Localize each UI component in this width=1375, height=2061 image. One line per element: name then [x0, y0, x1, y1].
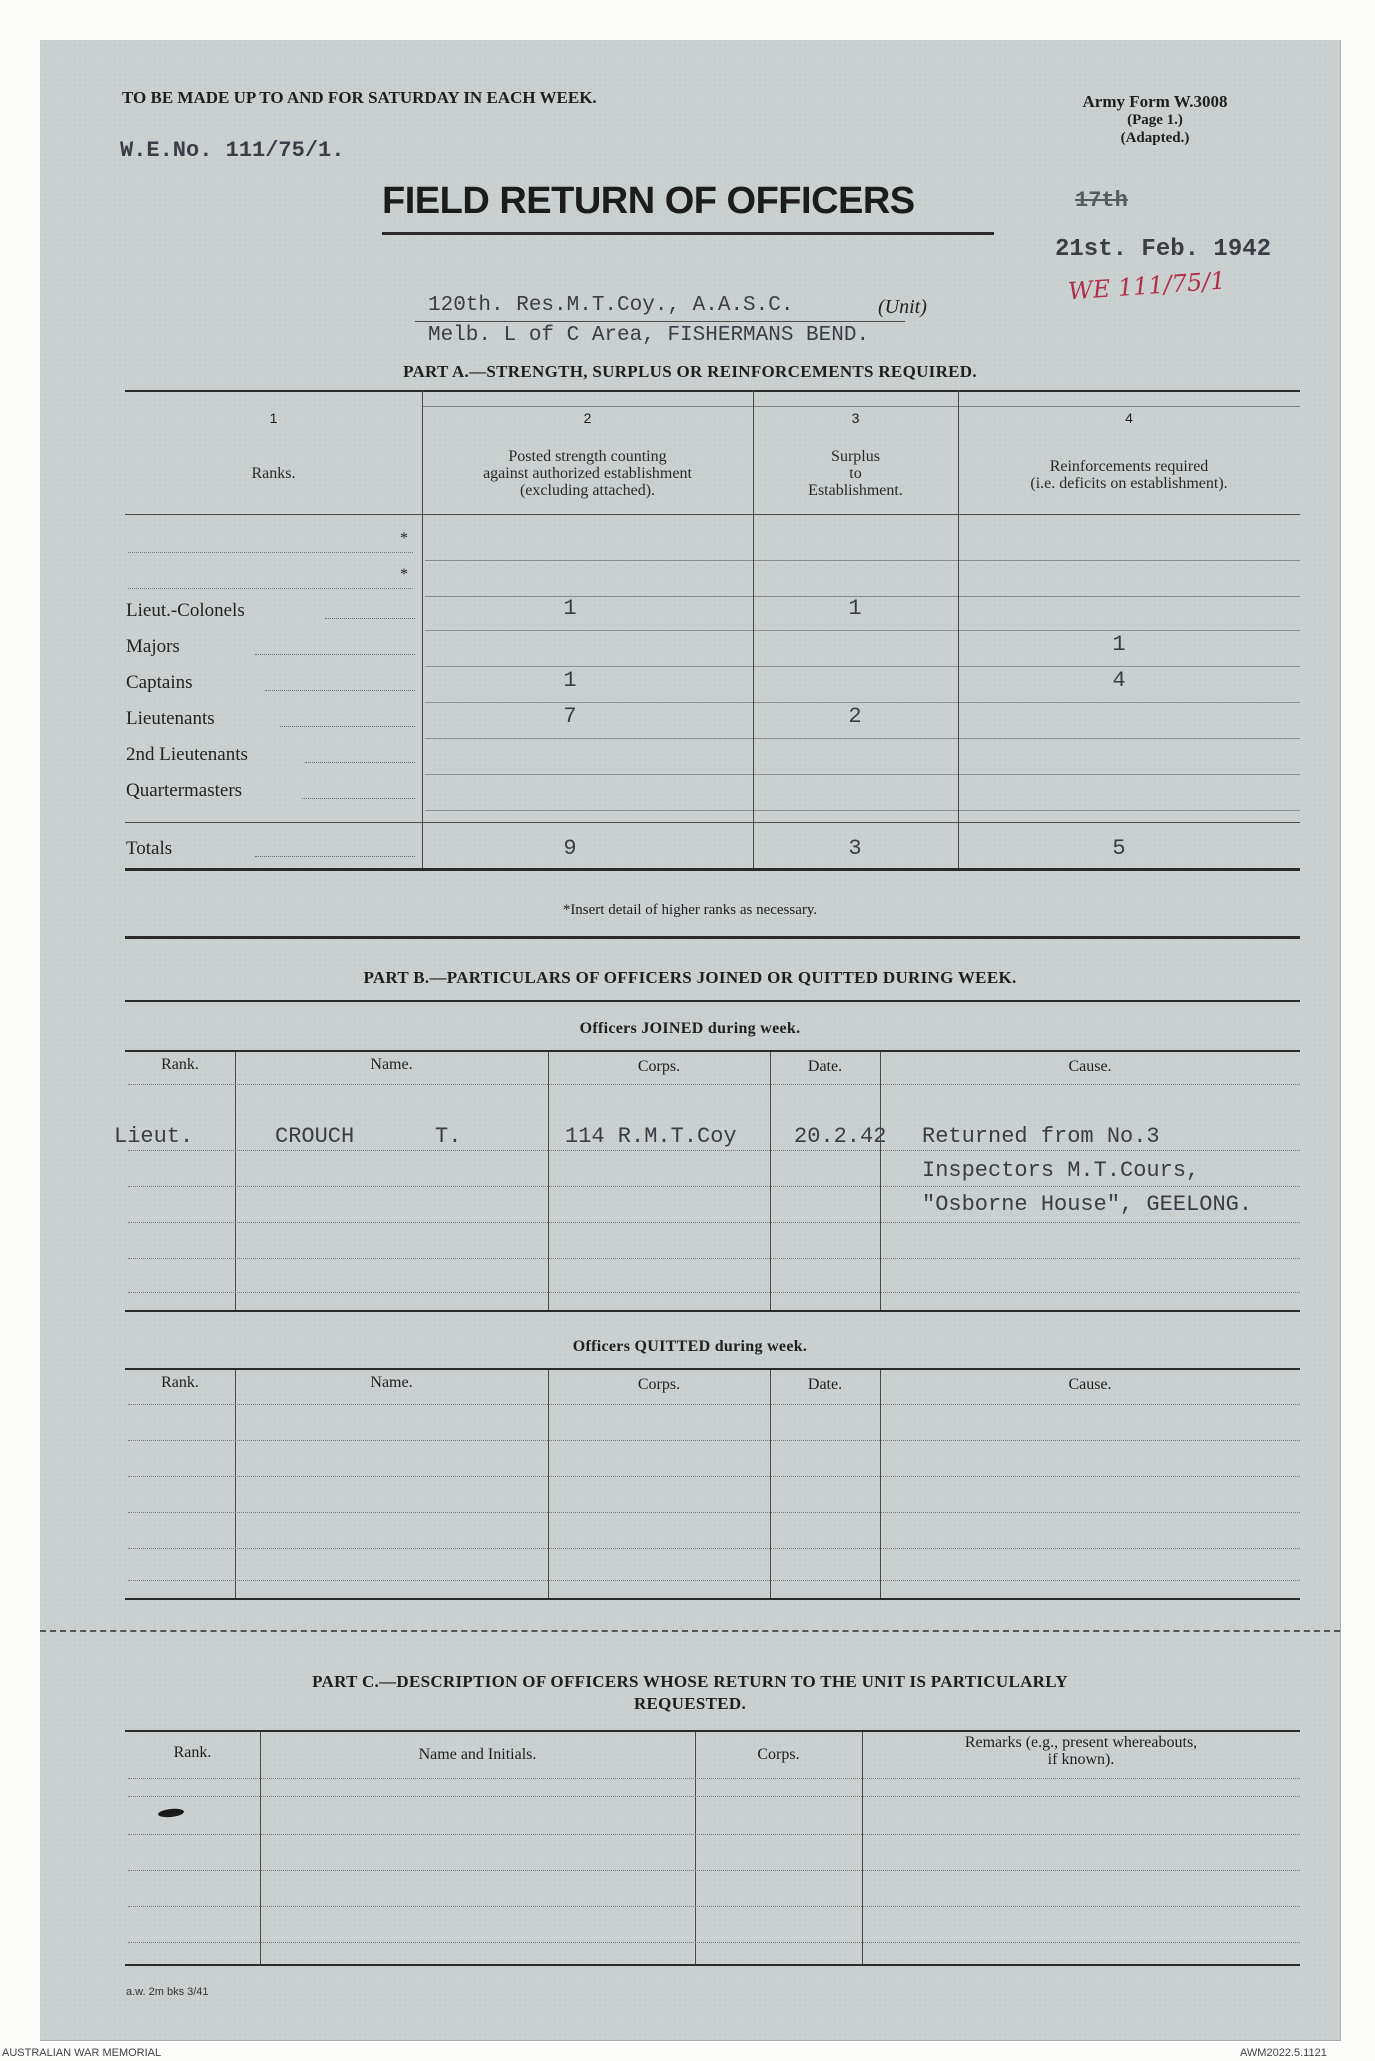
we-number: W.E.No. 111/75/1. — [120, 138, 345, 163]
rank-label-lieutenants: Lieutenants — [126, 708, 215, 729]
handwritten-reference: WE 111/75/1 — [1067, 266, 1227, 306]
rank-label-captains: Captains — [126, 672, 193, 693]
struck-date: 17th — [1075, 188, 1128, 213]
surplus-value: 1 — [848, 596, 862, 621]
asterisk: * — [400, 566, 408, 583]
unit-label: (Unit) — [878, 296, 927, 318]
rank-label-majors: Majors — [126, 636, 180, 657]
ink-blot — [158, 1808, 185, 1819]
archive-credit: AUSTRALIAN WAR MEMORIAL — [2, 2047, 162, 2059]
joined-date: 20.2.42 — [794, 1124, 887, 1149]
col-name: Name. — [370, 1374, 413, 1391]
header-surplus: Surplus to Establishment. — [808, 448, 903, 499]
col-name: Name. — [370, 1056, 413, 1073]
col-number: 4 — [1125, 410, 1133, 426]
part-a-title: PART A.—STRENGTH, SURPLUS OR REINFORCEMENTS REQUIRED. — [403, 362, 977, 381]
print-code: a.w. 2m bks 3/41 — [126, 1986, 209, 1998]
col-cause: Cause. — [1068, 1376, 1112, 1393]
top-notice: TO BE MADE UP TO AND FOR SATURDAY IN EACH WEEK. — [122, 88, 597, 107]
total-reinforcements: 5 — [1112, 836, 1126, 861]
form-sheet — [40, 40, 1341, 2041]
joined-rank: Lieut. — [114, 1124, 194, 1149]
part-c-title-line1: PART C.—DESCRIPTION OF OFFICERS WHOSE RETURN TO THE UNIT IS PARTICULARLY — [312, 1672, 1068, 1691]
return-date: 21st. Feb. 1942 — [1055, 236, 1272, 263]
col-corps: Corps. — [637, 1058, 681, 1075]
form-adapted: (Adapted.) — [1120, 130, 1190, 146]
rank-label-2nd-lieutenants: 2nd Lieutenants — [126, 744, 248, 765]
joined-cause-line1: Returned from No.3 — [922, 1124, 1160, 1149]
reinforcements-value: 1 — [1112, 632, 1126, 657]
totals-label: Totals — [126, 838, 173, 859]
surplus-value: 2 — [848, 704, 862, 729]
header-bottom-rule — [125, 514, 1300, 515]
unit-location: Melb. L of C Area, FISHERMANS BEND. — [428, 324, 870, 347]
header-ranks: Ranks. — [251, 465, 296, 482]
col-cause: Cause. — [1068, 1058, 1112, 1075]
part-a-bottom-rule — [125, 868, 1300, 871]
joined-name: CROUCH — [275, 1124, 355, 1149]
part-a-top-rule — [125, 390, 1300, 392]
main-title: FIELD RETURN OF OFFICERS — [382, 180, 915, 222]
unit-name: 120th. Res.M.T.Coy., A.A.S.C. — [428, 294, 794, 317]
rank-label-quartermasters: Quartermasters — [126, 780, 243, 801]
posted-value: 7 — [563, 704, 577, 729]
total-posted: 9 — [563, 836, 577, 861]
col-corps: Corps. — [757, 1746, 800, 1763]
header-reinforcements: Reinforcements required (i.e. deficits on establishment). — [1030, 458, 1228, 492]
col-number: 1 — [269, 410, 278, 426]
form-number: Army Form W.3008 — [1082, 92, 1228, 111]
col-number: 2 — [583, 410, 592, 426]
posted-value: 1 — [563, 668, 577, 693]
col-rank: Rank. — [161, 1056, 199, 1073]
col-rank: Rank. — [173, 1744, 212, 1761]
joined-title: Officers JOINED during week. — [579, 1020, 801, 1037]
col-number: 3 — [851, 410, 860, 426]
form-page: (Page 1.) — [1127, 112, 1183, 128]
col-remarks: Remarks (e.g., present whereabouts, if known). — [964, 1734, 1198, 1768]
unit-underline — [415, 321, 905, 322]
part-c-title-line2: REQUESTED. — [633, 1694, 747, 1713]
col-date: Date. — [807, 1058, 843, 1075]
col-name-initials: Name and Initials. — [418, 1746, 537, 1763]
col-rank: Rank. — [161, 1374, 199, 1391]
part-b-title: PART B.—PARTICULARS OF OFFICERS JOINED OR QUITTED DURING WEEK. — [363, 968, 1017, 987]
col-date: Date. — [807, 1376, 843, 1393]
footnote: *Insert detail of higher ranks as necessary. — [562, 902, 818, 918]
posted-value: 1 — [563, 596, 577, 621]
joined-corps: 114 R.M.T.Coy — [565, 1124, 737, 1149]
perforation-line — [40, 1630, 1340, 1632]
joined-cause-line3: "Osborne House", GEELONG. — [922, 1192, 1253, 1217]
reinforcements-value: 4 — [1112, 668, 1126, 693]
total-surplus: 3 — [848, 836, 862, 861]
quitted-title: Officers QUITTED during week. — [572, 1338, 808, 1355]
asterisk: * — [400, 530, 408, 547]
archive-reference: AWM2022.5.1121 — [1240, 2047, 1327, 2059]
joined-cause-line2: Inspectors M.T.Cours, — [922, 1158, 1200, 1183]
joined-initial: T. — [435, 1124, 462, 1149]
header-posted: Posted strength counting against authorized establishment (excluding attached). — [483, 448, 692, 499]
title-underline — [382, 232, 994, 235]
col-corps: Corps. — [637, 1376, 681, 1393]
rank-label-lieut-colonels: Lieut.-Colonels — [126, 600, 245, 621]
